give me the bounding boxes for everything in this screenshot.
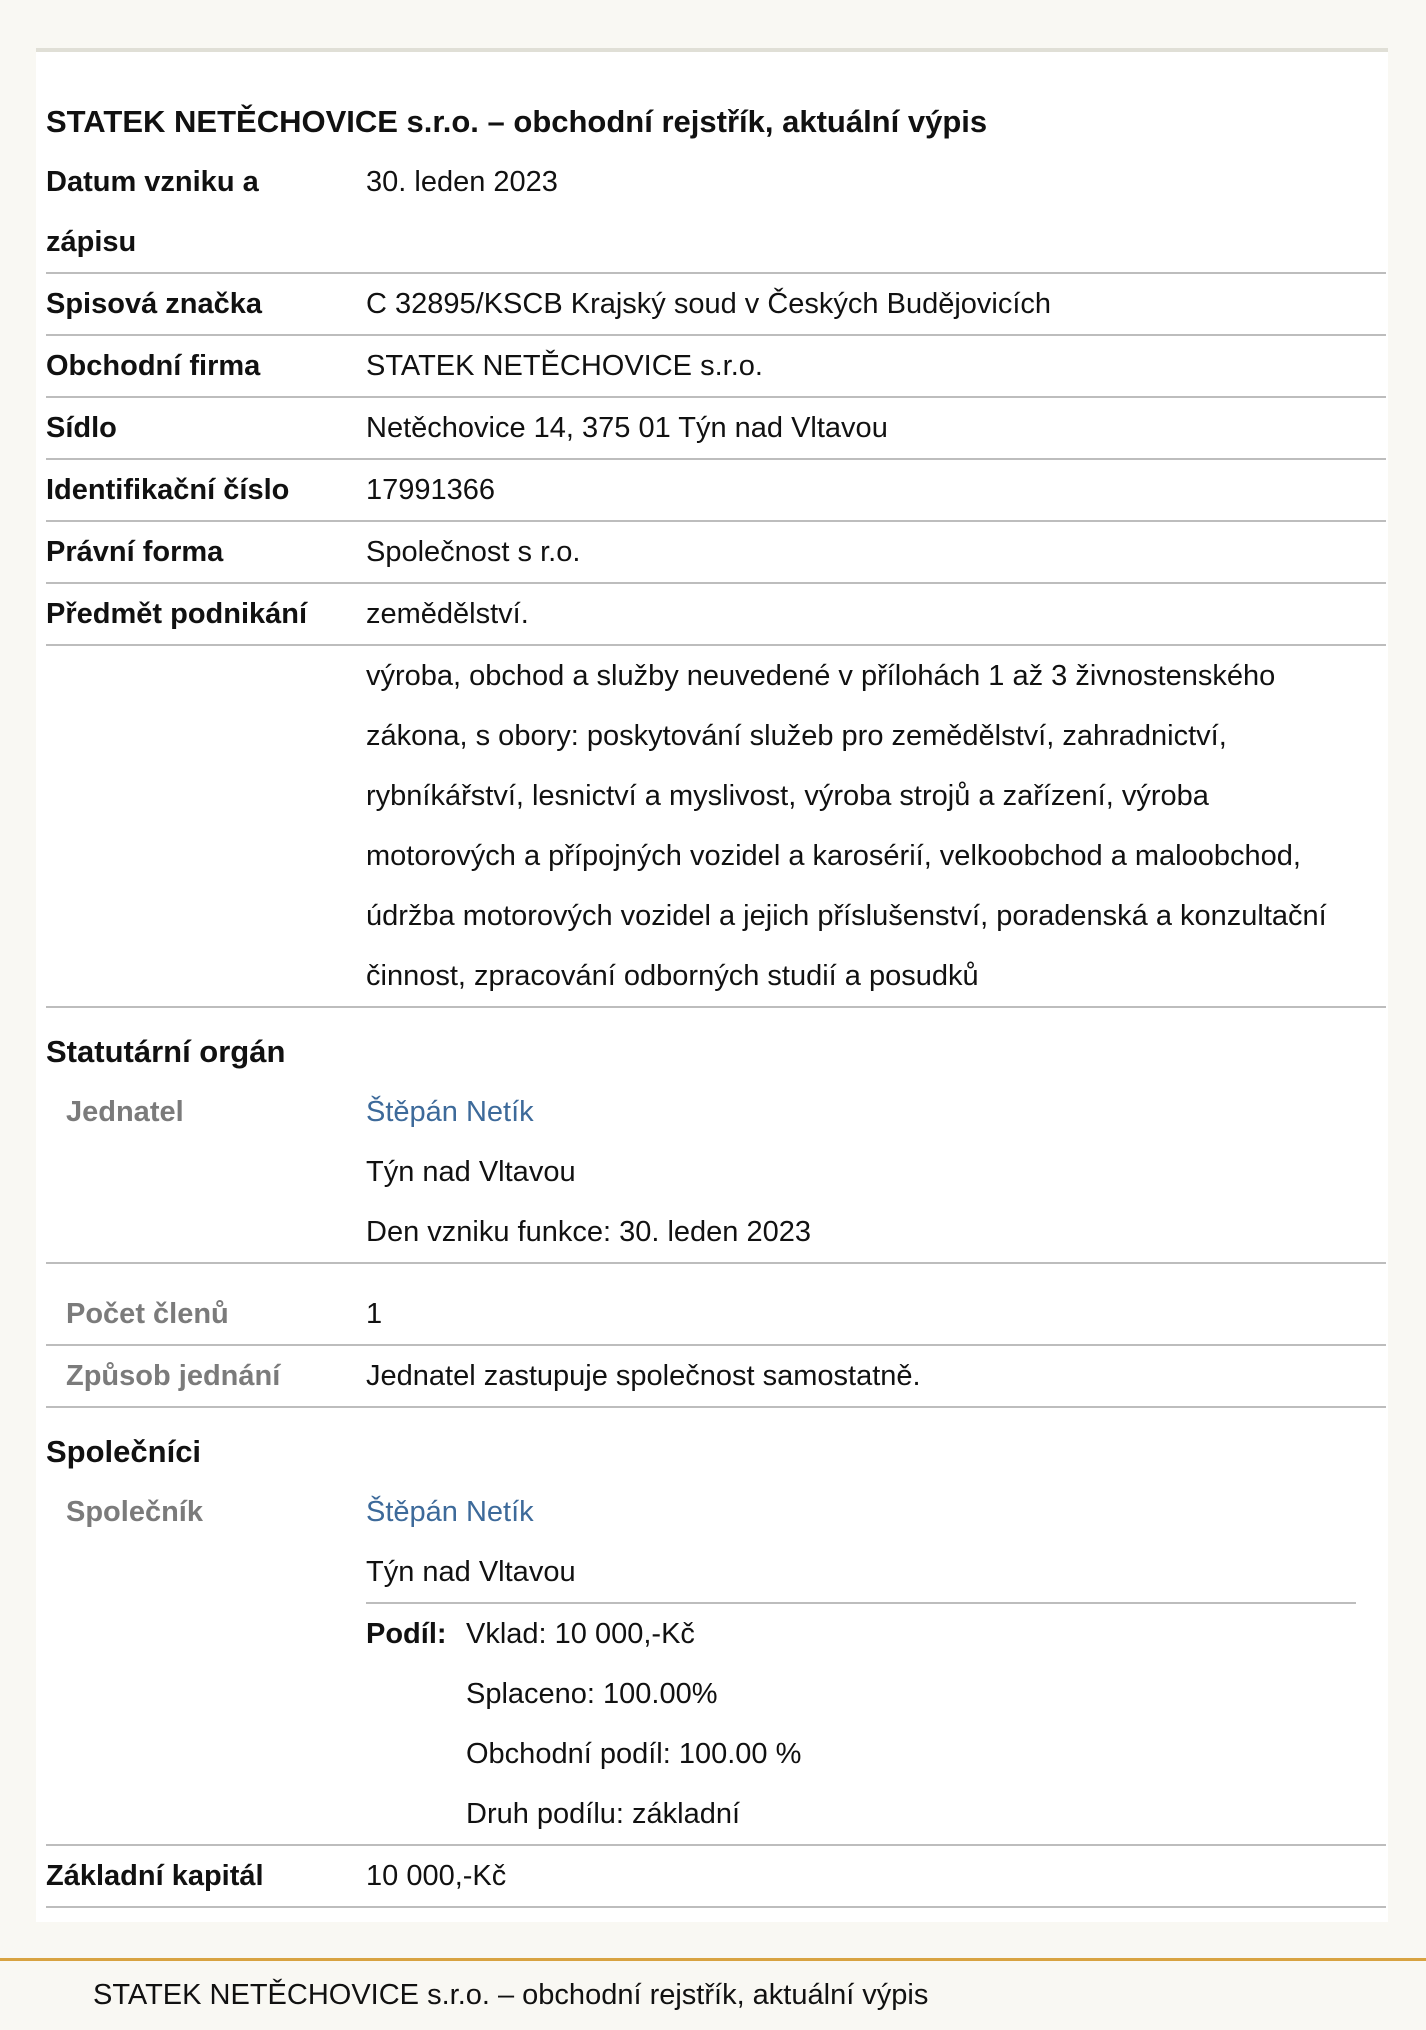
row-forma bbox=[46, 522, 1386, 584]
predmet-empty-label bbox=[46, 646, 366, 1006]
row-jednatel bbox=[46, 1082, 1386, 1264]
spolecnik-name-link[interactable]: Štěpán Netík bbox=[366, 1496, 534, 1528]
ico-label: Identifikační číslo bbox=[46, 474, 290, 506]
podil-label: Podíl: bbox=[366, 1618, 447, 1650]
forma-value: Společnost s r.o. bbox=[366, 536, 581, 568]
register-extract-card bbox=[36, 52, 1388, 1922]
row-firma bbox=[46, 336, 1386, 398]
footer-title: STATEK NETĚCHOVICE s.r.o. – obchodní rejstřík, aktuální výpis bbox=[93, 1979, 929, 2011]
spolecnik-label: Společník bbox=[66, 1496, 203, 1528]
predmet-value-1: zemědělství. bbox=[366, 598, 529, 630]
row-zpusob bbox=[46, 1346, 1386, 1408]
zpusob-label: Způsob jednání bbox=[66, 1360, 281, 1392]
forma-label: Právní forma bbox=[46, 536, 224, 568]
kapital-label: Základní kapitál bbox=[46, 1860, 264, 1892]
vklad-value: Vklad: 10 000,-Kč bbox=[466, 1618, 695, 1650]
row-pocet bbox=[46, 1264, 1386, 1346]
row-predmet bbox=[46, 584, 1386, 646]
row-predmet-2 bbox=[46, 646, 1386, 1008]
firma-value: STATEK NETĚCHOVICE s.r.o. bbox=[366, 350, 763, 382]
firma-label: Obchodní firma bbox=[46, 350, 261, 382]
spolecnik-city: Týn nad Vltavou bbox=[366, 1556, 576, 1588]
ico-value: 17991366 bbox=[366, 474, 496, 506]
row-ico bbox=[46, 460, 1386, 522]
row-kapital bbox=[46, 1846, 1386, 1908]
sidlo-value: Netěchovice 14, 375 01 Týn nad Vltavou bbox=[366, 412, 888, 444]
druh-podilu-value: Druh podílu: základní bbox=[466, 1798, 741, 1830]
share-block bbox=[366, 1602, 1356, 1844]
page-title: STATEK NETĚCHOVICE s.r.o. – obchodní rejstřík, aktuální výpis bbox=[46, 104, 988, 139]
row-spolecnik bbox=[46, 1482, 1386, 1846]
spolecnik-details bbox=[366, 1482, 1386, 1844]
pocet-label: Počet členů bbox=[66, 1298, 229, 1330]
sidlo-label: Sídlo bbox=[46, 412, 117, 444]
datum-value: 30. leden 2023 bbox=[366, 166, 558, 198]
jednatel-label: Jednatel bbox=[66, 1096, 184, 1128]
datum-label: Datum vzniku a zápisu bbox=[46, 166, 259, 258]
row-datum bbox=[46, 152, 1386, 274]
obchodni-podil-value: Obchodní podíl: 100.00 % bbox=[466, 1738, 802, 1770]
jednatel-details bbox=[366, 1082, 1386, 1262]
kapital-value: 10 000,-Kč bbox=[366, 1860, 507, 1892]
footer-divider bbox=[0, 1958, 1426, 1961]
row-sidlo bbox=[46, 398, 1386, 460]
spolecnici-heading: Společníci bbox=[46, 1434, 202, 1469]
jednatel-since: Den vzniku funkce: 30. leden 2023 bbox=[366, 1216, 811, 1248]
statutarni-heading: Statutární orgán bbox=[46, 1034, 286, 1069]
extract-content bbox=[46, 92, 1386, 1908]
jednatel-city: Týn nad Vltavou bbox=[366, 1156, 576, 1188]
splaceno-value: Splaceno: 100.00% bbox=[466, 1678, 718, 1710]
spisova-label: Spisová značka bbox=[46, 288, 262, 320]
spisova-value: C 32895/KSCB Krajský soud v Českých Budějovicích bbox=[366, 288, 1052, 320]
predmet-value-2: výroba, obchod a služby neuvedené v přílohách 1 až 3 živnostenského zákona, s obory: poskytování služeb pro zemědělství, zahradnictví, rybníkářství, lesnictví a myslivost, výroba strojů a zařízení, výroba motorových a přípojných vozidel a karosérií, velkoobchod a maloobchod, údržba motorových vozidel a jejich příslušenství, poradenská a konzultační činnost, zpracování odborných studií a posudků bbox=[366, 660, 1327, 992]
zpusob-value: Jednatel zastupuje společnost samostatně. bbox=[366, 1360, 921, 1392]
predmet-label: Předmět podnikání bbox=[46, 598, 308, 630]
share-details bbox=[466, 1604, 1356, 1844]
row-spisova bbox=[46, 274, 1386, 336]
jednatel-name-link[interactable]: Štěpán Netík bbox=[366, 1096, 534, 1128]
pocet-value: 1 bbox=[366, 1298, 383, 1330]
